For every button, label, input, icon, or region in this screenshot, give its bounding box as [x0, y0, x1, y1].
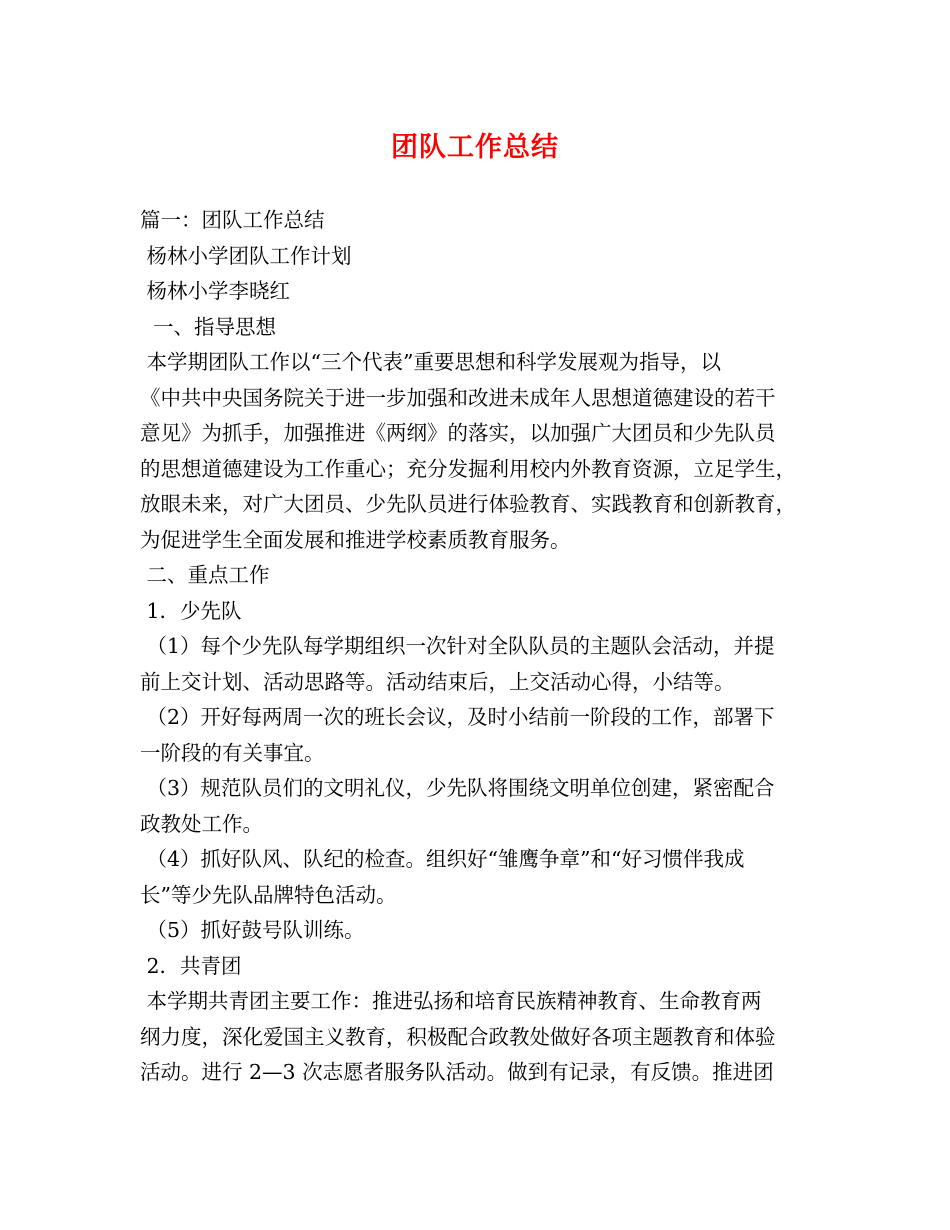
body-line: （2）开好每两周一次的班长会议，及时小结前一阶段的工作，部署下 [140, 705, 775, 729]
body-line: 本学期团队工作以“三个代表”重要思想和科学发展观为指导，以 [140, 350, 721, 374]
subsection-heading: 1．少先队 [140, 598, 242, 623]
body-line: 活动。进行 2—3 次志愿者服务队活动。做到有记录，有反馈。推进团 [140, 1060, 774, 1084]
body-line: 《中共中央国务院关于进一步加强和改进未成年人思想道德建设的若干 [140, 385, 776, 410]
body-line: 本学期共青团主要工作：推进弘扬和培育民族精神教育、生命教育两 [140, 989, 762, 1013]
body-line: （5）抓好鼓号队训练。 [140, 918, 365, 942]
body-line: （3）规范队员们的文明礼仪，少先队将围绕文明单位创建，紧密配合 [140, 776, 775, 800]
body-line: 长”等少先队品牌特色活动。 [140, 882, 397, 907]
section-heading: 二、重点工作 [140, 563, 270, 587]
body-line: 的思想道德建设为工作重心；充分发掘利用校内外教育资源，立足学生， [140, 456, 796, 481]
body-line: 篇一：团队工作总结 [140, 208, 325, 232]
body-line: （4）抓好队风、队纪的检查。组织好“雏鹰争章”和“好习惯伴我成 [140, 847, 745, 871]
body-line: 杨林小学李晓红 [140, 279, 291, 303]
document-title: 团队工作总结 [391, 132, 559, 163]
body-line: （1）每个少先队每学期组织一次针对全队队员的主题队会活动，并提 [140, 634, 775, 658]
body-line: 意见》为抓手，加强推进《两纲》的落实，以加强广大团员和少先队员 [140, 421, 776, 445]
body-line: 前上交计划、活动思路等。活动结束后，上交活动心得，小结等。 [140, 669, 735, 694]
section-heading: 一、指导思想 [140, 314, 277, 339]
body-line: 政教处工作。 [140, 811, 263, 836]
body-line: 一阶段的有关事宜。 [140, 740, 325, 765]
body-line: 放眼未来，对广大团员、少先队员进行体验教育、实践教育和创新教育， [140, 492, 796, 516]
document-body [140, 203, 820, 1091]
body-line: 为促进学生全面发展和推进学校素质教育服务。 [140, 527, 571, 552]
body-line: 杨林小学团队工作计划 [140, 243, 352, 268]
subsection-heading: 2．共青团 [140, 953, 242, 978]
body-line: 纲力度，深化爱国主义教育，积极配合政教处做好各项主题教育和体验 [140, 1024, 776, 1049]
